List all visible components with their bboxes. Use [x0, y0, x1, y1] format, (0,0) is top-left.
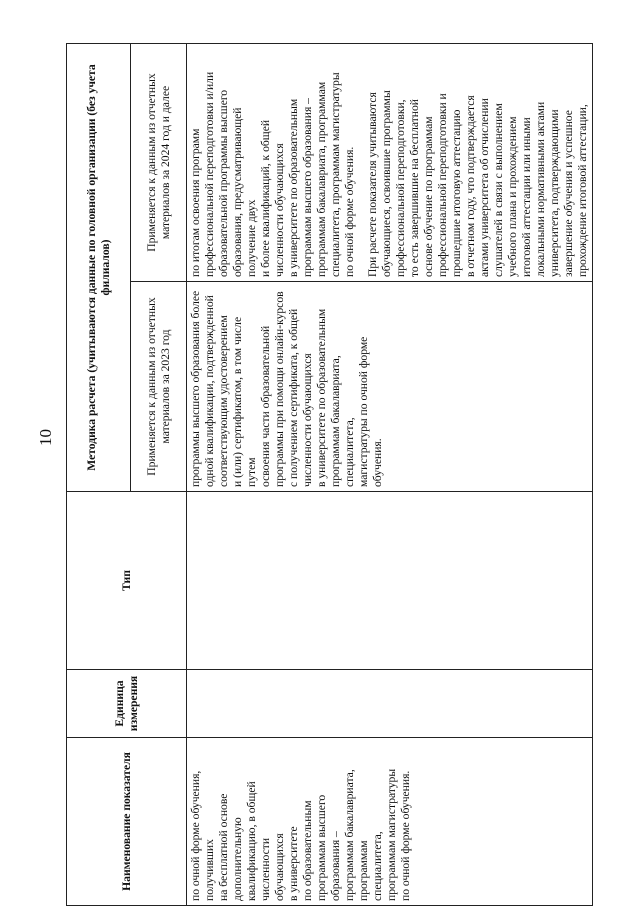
- header-method: Методика расчета (учитываются данные по головной организации (без учета филиалов): [67, 44, 131, 492]
- method-2024-paragraph-1: по итогам освоения программ профессиональной переподготовки и/или образовательной программы высшего образования, предусматривающей получение двух и более квалификаций, к общей численности обучающихся в университете по образовательным программам высшего образования – программам бакалавриата, программам специалитета, программам магистратуры по очной форме обучения.: [189, 71, 356, 277]
- header-method-2023: Применяется к данным из отчетных материалов за 2023 год: [131, 282, 187, 492]
- header-name: Наименование показателя: [67, 738, 187, 906]
- page-number: 10: [36, 429, 55, 446]
- cell-type: [187, 492, 593, 670]
- header-unit: Единица измерения: [67, 670, 187, 738]
- header-type: Тип: [67, 492, 187, 670]
- method-2024-paragraph-2: При расчете показателя учитываются обучающиеся, освоившие программы профессиональной переподготовки, то есть завершившие на бесплатной основе обучение по программам профессиональной переподготовки и прошедшие итоговую аттестацию в отчетном году, что подтверждается актами университета об отчислении слушателей в связи с выполнением учебного плана и прохождением итоговой аттестации или иными локальными нормативными актами университета, подтверждающими завершение обучения и успешное прохождение итоговой аттестации,: [366, 90, 589, 277]
- header-row-1: [67, 44, 131, 906]
- cell-method-2024: [187, 44, 593, 282]
- cell-method-2023: программы высшего образования более одной квалификации, подтвержденной соответствующим удостоверением и (или) сертификатом, в том числе путем освоения части образовательной программы при помощи онлайн-курсов с получением сертификата, к общей численности обучающихся в университете по образовательным программам бакалавриата, специалитета, магистратуры по очной форме обучения.: [187, 282, 593, 492]
- header-method-2024: Применяется к данным из отчетных материалов за 2024 год и далее: [131, 44, 187, 282]
- table-row: [187, 44, 593, 906]
- indicator-table: [66, 43, 593, 906]
- rotated-table-container: [66, 44, 589, 906]
- cell-name: по очной форме обучения, получивших на бесплатной основе дополнительную квалификацию, в общей численности обучающихся в университете по образовательным программам высшего образования – программам бакалавриата, программам специалитета, программам магистратуры по очной форме обучения.: [187, 738, 593, 906]
- cell-unit: [187, 670, 593, 738]
